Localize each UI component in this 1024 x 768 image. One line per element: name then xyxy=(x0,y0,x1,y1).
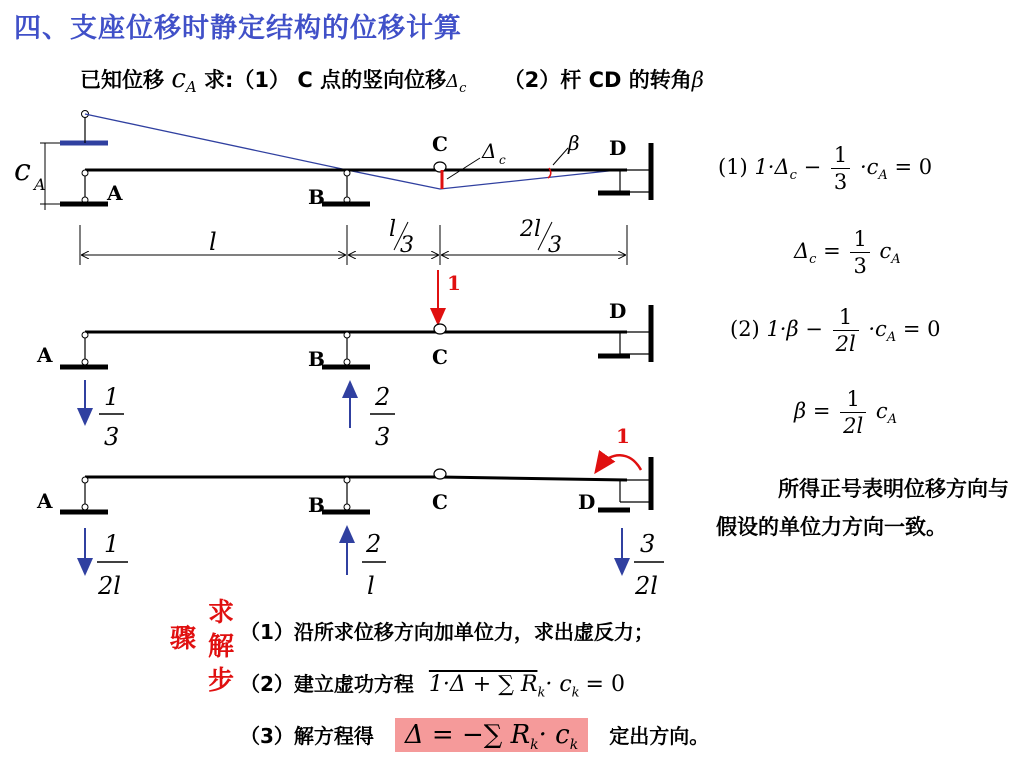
unit-load-label: 1 xyxy=(447,271,461,295)
reaction-A-num-3: 1 xyxy=(104,530,120,558)
hinge-C-2 xyxy=(434,324,446,334)
eq1-left: 1·Δ xyxy=(754,155,790,179)
eq1-label: (1) xyxy=(718,155,748,179)
sol2-fraction xyxy=(840,386,866,439)
label-beta-1: β xyxy=(568,131,580,155)
sol1-right: c xyxy=(879,239,892,263)
eq2-frac-den: 2l xyxy=(835,332,856,356)
label-C-3: C xyxy=(432,490,448,514)
part2-label: （2）杆 CD 的转角 xyxy=(503,68,692,92)
step-2-formula xyxy=(428,672,625,701)
dim-l-label: l xyxy=(209,228,217,256)
step-3 xyxy=(240,720,709,753)
steps-char-2: 解 xyxy=(208,632,235,662)
sol1-left: Δ xyxy=(794,239,810,263)
eq1-minus: − xyxy=(803,155,822,179)
step-3-sub-k2: k xyxy=(569,737,579,754)
solution-1 xyxy=(794,226,901,279)
diagram-1 xyxy=(14,111,651,266)
support-B3-pin-bottom xyxy=(344,504,350,510)
eq1-sub: c xyxy=(789,168,797,184)
label-D-3: D xyxy=(578,490,596,514)
support-A2-pin-top xyxy=(82,332,88,338)
support-A3-pin-top xyxy=(82,477,88,483)
step-2 xyxy=(240,668,625,700)
steps-label-right xyxy=(208,596,240,698)
structure-diagrams xyxy=(0,100,720,610)
eq1-right-sub: A xyxy=(878,168,888,184)
hinge-C-3 xyxy=(434,469,446,479)
step-2-sub-k2: k xyxy=(571,685,580,701)
label-delta-sub-1: c xyxy=(499,153,506,167)
sol1-fraction xyxy=(850,226,869,279)
support-A3-pin-bottom xyxy=(82,504,88,510)
support-B-pin-top xyxy=(344,170,350,176)
eq2-left: 1·β − xyxy=(766,317,823,341)
label-D-2: D xyxy=(609,299,627,323)
step-2-end: = 0 xyxy=(585,672,625,697)
support-A-pin-top xyxy=(82,170,88,176)
sol2-frac-den: 2l xyxy=(843,414,864,438)
step-2-tail: · c xyxy=(545,672,572,697)
step-3-text: （3）解方程得 xyxy=(240,724,374,748)
sol1-eq: = xyxy=(823,239,841,263)
sol1-frac-den: 3 xyxy=(853,254,867,278)
step-2-text: （2）建立虚功方程 xyxy=(240,672,414,696)
eq2-label: (2) xyxy=(730,317,760,341)
solution-2 xyxy=(794,386,897,439)
cA-symbol: c xyxy=(171,64,186,94)
sol2-right: c xyxy=(875,399,888,423)
label-B-2: B xyxy=(308,347,325,371)
sol1-right-sub: A xyxy=(891,252,901,268)
support-B3-pin-top xyxy=(344,477,350,483)
dim-2l3-num: 2l xyxy=(520,217,542,242)
reaction-A-den-2: 3 xyxy=(104,423,120,451)
step-3-tail: · c xyxy=(538,720,570,750)
known-label: 已知位移 xyxy=(80,68,164,92)
step-3-end: 定出方向。 xyxy=(609,724,710,748)
step-2-formula-main: 1·Δ + ∑ R xyxy=(428,672,538,697)
step-3-sub-k: k xyxy=(530,737,539,754)
label-C-1: C xyxy=(432,132,448,156)
cA-label: c xyxy=(14,153,31,188)
eq1-frac-den: 3 xyxy=(833,170,848,194)
equation-1 xyxy=(718,142,932,195)
cA-label-sub: A xyxy=(34,175,46,194)
step-3-formula xyxy=(395,718,588,752)
delta-c-symbol: Δ xyxy=(446,71,460,92)
eq2-right-sub: A xyxy=(886,330,897,346)
reaction-B-num-2: 2 xyxy=(375,383,391,411)
eq1-fraction xyxy=(831,142,850,195)
sol2-left: β = xyxy=(794,399,831,423)
support-A2-pin-bottom xyxy=(82,359,88,365)
beta-leader xyxy=(553,148,568,165)
cA-sub: A xyxy=(185,78,197,97)
reaction-B-den-2: 3 xyxy=(375,423,391,451)
reaction-D-den-3: 2l xyxy=(635,572,658,600)
label-D-1: D xyxy=(609,136,627,160)
eq1-right: ·c xyxy=(859,155,879,179)
hinge-C xyxy=(434,162,446,172)
eq1-frac-num: 1 xyxy=(831,142,850,169)
sol1-frac-num: 1 xyxy=(850,226,869,253)
label-A-2: A xyxy=(37,343,53,367)
dim-l3-den: 3 xyxy=(400,233,414,258)
label-C-2: C xyxy=(432,345,448,369)
label-B-3: B xyxy=(308,493,325,517)
reaction-D-num-3: 3 xyxy=(640,530,656,558)
unit-moment-arrow xyxy=(600,455,641,470)
dim-2l3-den: 3 xyxy=(548,233,562,258)
eq2-right: ·c xyxy=(868,317,887,341)
support-B2-pin-bottom xyxy=(344,359,350,365)
reaction-A-den-3: 2l xyxy=(98,572,121,600)
step-3-formula-main: Δ = −∑ R xyxy=(404,720,531,750)
sol1-sub: c xyxy=(809,252,817,268)
delta-c-sub: c xyxy=(459,81,467,97)
eq1-zero: = 0 xyxy=(894,155,933,179)
reaction-B-den-3: l xyxy=(367,572,375,600)
beam-CD-3 xyxy=(440,477,627,480)
reaction-B-num-3: 2 xyxy=(366,530,382,558)
unit-moment-label: 1 xyxy=(616,424,630,448)
eq2-frac-num: 1 xyxy=(833,304,859,331)
ask-label: 求:（1） C 点的竖向位移 xyxy=(204,68,447,92)
steps-char-1: 求 xyxy=(208,598,235,628)
step-2-sub-k: k xyxy=(537,685,546,701)
support-B2-pin-top xyxy=(344,332,350,338)
label-A-1: A xyxy=(107,181,123,205)
step-1: （1）沿所求位移方向加单位力，求出虚反力； xyxy=(240,620,654,644)
dim-l3-num: l xyxy=(389,217,397,242)
steps-label-left: 骤 xyxy=(170,624,197,654)
reaction-A-num-2: 1 xyxy=(104,383,120,411)
label-delta-1: Δ xyxy=(482,139,497,163)
deformed-shape-line xyxy=(85,114,627,189)
label-A-3: A xyxy=(37,489,53,513)
eq2-zero: = 0 xyxy=(902,317,941,341)
diagram-2 xyxy=(36,270,651,451)
equation-2 xyxy=(730,304,941,357)
page-title: 四、支座位移时静定结构的位移计算 xyxy=(14,13,462,44)
steps-char-3: 步 xyxy=(208,666,235,696)
problem-statement xyxy=(80,64,704,96)
eq2-fraction xyxy=(833,304,859,357)
sol2-frac-num: 1 xyxy=(840,386,866,413)
beta-symbol: β xyxy=(691,68,704,92)
label-B-1: B xyxy=(308,185,325,209)
sign-note: 所得正号表明位移方向与假设的单位力方向一致。 xyxy=(716,477,1009,539)
diagram-3 xyxy=(36,424,664,600)
sol2-right-sub: A xyxy=(887,412,898,428)
